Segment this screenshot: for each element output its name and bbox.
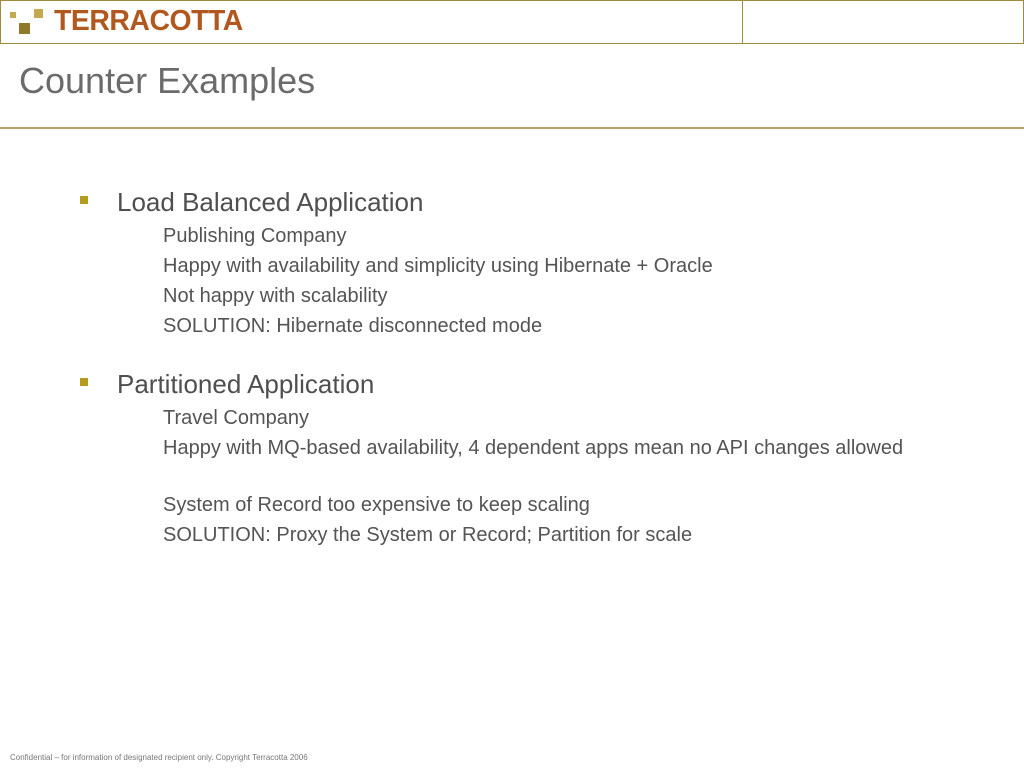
list-item: Happy with availability and simplicity using Hibernate + Oracle: [163, 255, 713, 277]
terracotta-logo: [8, 6, 247, 36]
logo-text: TERRACOTTA: [54, 5, 243, 37]
section-heading: [80, 186, 423, 218]
section-label: Load Balanced Application: [117, 187, 424, 217]
list-item: Publishing Company: [163, 225, 347, 247]
list-item: Not happy with scalability: [163, 285, 388, 307]
slide-title: Counter Examples: [19, 60, 316, 101]
section-label: Partitioned Application: [117, 369, 375, 399]
footer-confidential: Confidential – for information of designated recipient only. Copyright Terracotta 2006: [10, 753, 308, 762]
list-item: Travel Company: [163, 407, 309, 429]
list-item: SOLUTION: Proxy the System or Record; Partition for scale: [163, 524, 693, 546]
header-divider: [742, 0, 743, 43]
list-item: System of Record too expensive to keep scaling: [163, 494, 590, 516]
logo-squares-icon: [8, 6, 52, 36]
section-heading: [80, 368, 374, 400]
title-divider: [0, 127, 1024, 129]
square-bullet-icon: [80, 378, 88, 386]
square-bullet-icon: [80, 196, 88, 204]
list-item: SOLUTION: Hibernate disconnected mode: [163, 315, 543, 337]
list-item: Happy with MQ-based availability, 4 dependent apps mean no API changes allowed: [163, 437, 904, 459]
